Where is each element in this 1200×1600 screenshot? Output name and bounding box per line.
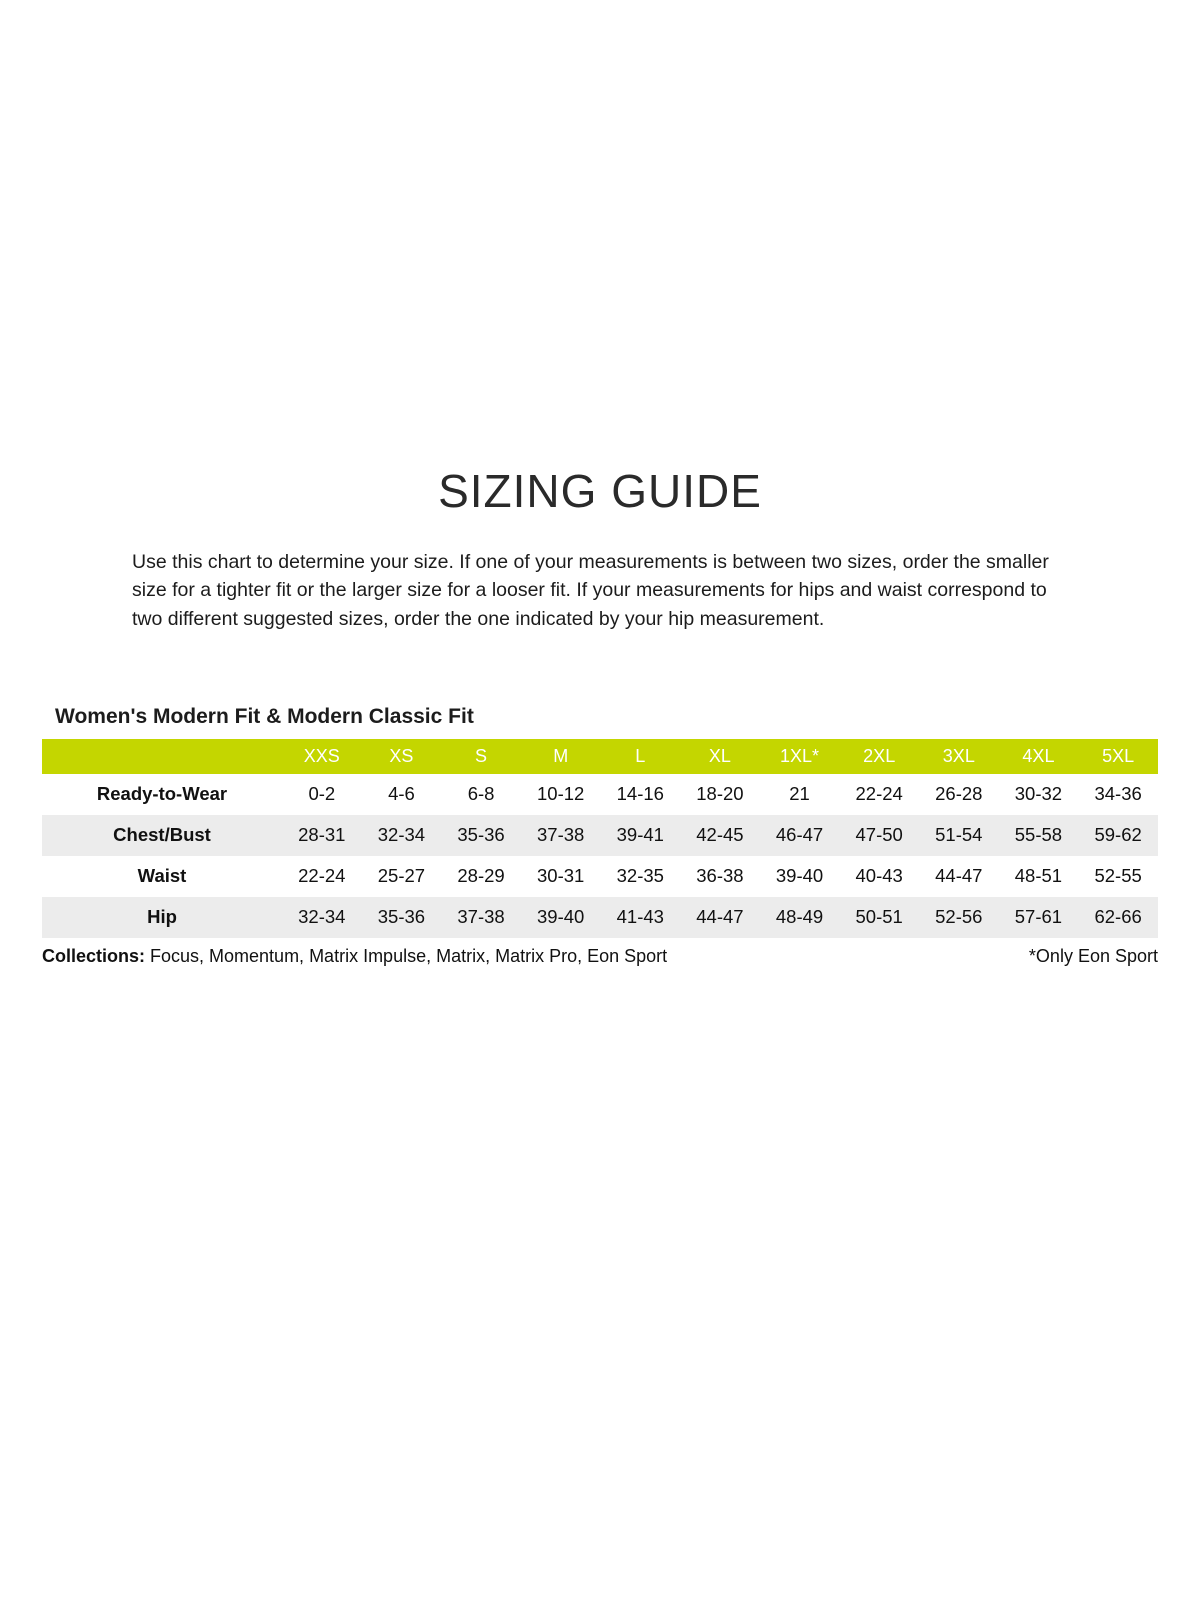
size-table-cell: 28-31 [282,815,362,856]
size-table-cell: 46-47 [760,815,840,856]
collections-text [42,946,667,967]
size-table-wrapper [42,739,1158,938]
size-table-corner-cell [42,739,282,774]
size-table-cell: 48-51 [1014,865,1063,887]
collections-line [42,946,1158,967]
size-table-cell: 55-58 [999,815,1079,856]
size-table-header-cell: S [441,739,521,774]
collections-label: Collections: [42,945,146,966]
size-table-row-label: Ready-to-Wear [96,783,228,805]
size-table-header-cell: M [521,739,601,774]
size-table-cell: 35-36 [441,815,521,856]
size-table-cell: 35-36 [362,897,442,938]
intro-paragraph: Use this chart to determine your size. If one of your measurements is between two sizes, order the smaller size for a tighter fit or the larger size for a looser fit. If your measurements for hips and waist correspond to two different suggested sizes, order the one indicated by your hip measurement. [132,551,1049,630]
size-table-header-row [42,739,1158,774]
size-table-cell: 39-40 [521,897,601,938]
size-table [42,739,1158,938]
size-table-cell: 4-6 [388,783,415,805]
size-table-header-cell: 5XL [1078,739,1158,774]
size-table-cell: 34-36 [1094,783,1142,805]
size-table-cell: 14-16 [616,783,664,805]
size-table-cell: 52-55 [1094,865,1142,887]
size-table-cell: 59-62 [1078,815,1158,856]
size-table-cell: 62-66 [1078,897,1158,938]
size-table-cell: 48-49 [760,897,840,938]
size-table-cell: 44-47 [935,865,983,887]
size-table-row [42,856,1158,897]
size-table-header-cell: L [601,739,681,774]
size-table-cell: 18-20 [696,783,744,805]
size-table-cell: 6-8 [467,783,495,805]
size-table-cell: 37-38 [441,897,521,938]
size-table-cell: 25-27 [377,865,426,887]
size-table-header-cell: 3XL [919,739,999,774]
size-table-row [42,815,1158,856]
size-table-body [42,774,1158,938]
size-table-cell: 42-45 [680,815,760,856]
size-table-cell: 26-28 [935,783,983,805]
size-table-row [42,774,1158,815]
size-table-header-cell: XS [362,739,442,774]
size-table-cell: 30-31 [537,865,585,887]
size-table-cell: 36-38 [696,865,744,887]
collections-list: Focus, Momentum, Matrix Impulse, Matrix, Matrix Pro, Eon Sport [145,945,668,966]
size-table-cell: 0-2 [308,783,336,805]
size-table-cell: 52-56 [919,897,999,938]
size-table-cell: 39-40 [775,865,824,887]
size-table-cell: 51-54 [919,815,999,856]
size-table-cell: 37-38 [521,815,601,856]
size-table-cell: 10-12 [537,783,585,805]
size-table-cell: 32-34 [362,815,442,856]
size-table-header-cell: 4XL [999,739,1079,774]
size-table-cell: 40-43 [855,865,903,887]
size-table-row-label: Waist [137,865,187,887]
size-table-header-cell: 1XL* [760,739,840,774]
size-table-row-label: Chest/Bust [42,815,282,856]
footnote: *Only Eon Sport [1028,945,1158,966]
size-table-cell: 44-47 [680,897,760,938]
size-table-cell: 21 [789,783,810,805]
size-table-header-cell: XXS [282,739,362,774]
size-table-header-cell: XL [680,739,760,774]
size-table-cell: 32-34 [282,897,362,938]
size-table-cell: 47-50 [839,815,919,856]
size-table-header-cell: 2XL [839,739,919,774]
size-table-cell: 39-41 [601,815,681,856]
size-table-cell: 50-51 [839,897,919,938]
size-table-cell: 28-29 [457,865,505,887]
size-table-cell: 22-24 [855,783,903,805]
size-table-cell: 30-32 [1014,783,1063,805]
size-table-row-label: Hip [42,897,282,938]
size-table-cell: 32-35 [616,865,664,887]
size-table-cell: 57-61 [999,897,1079,938]
size-table-cell: 41-43 [601,897,681,938]
size-table-row [42,897,1158,938]
section-title-womens-modern-fit: Women's Modern Fit & Modern Classic Fit [55,704,474,728]
page-title: SIZING GUIDE [438,465,762,517]
size-table-cell: 22-24 [298,865,346,887]
